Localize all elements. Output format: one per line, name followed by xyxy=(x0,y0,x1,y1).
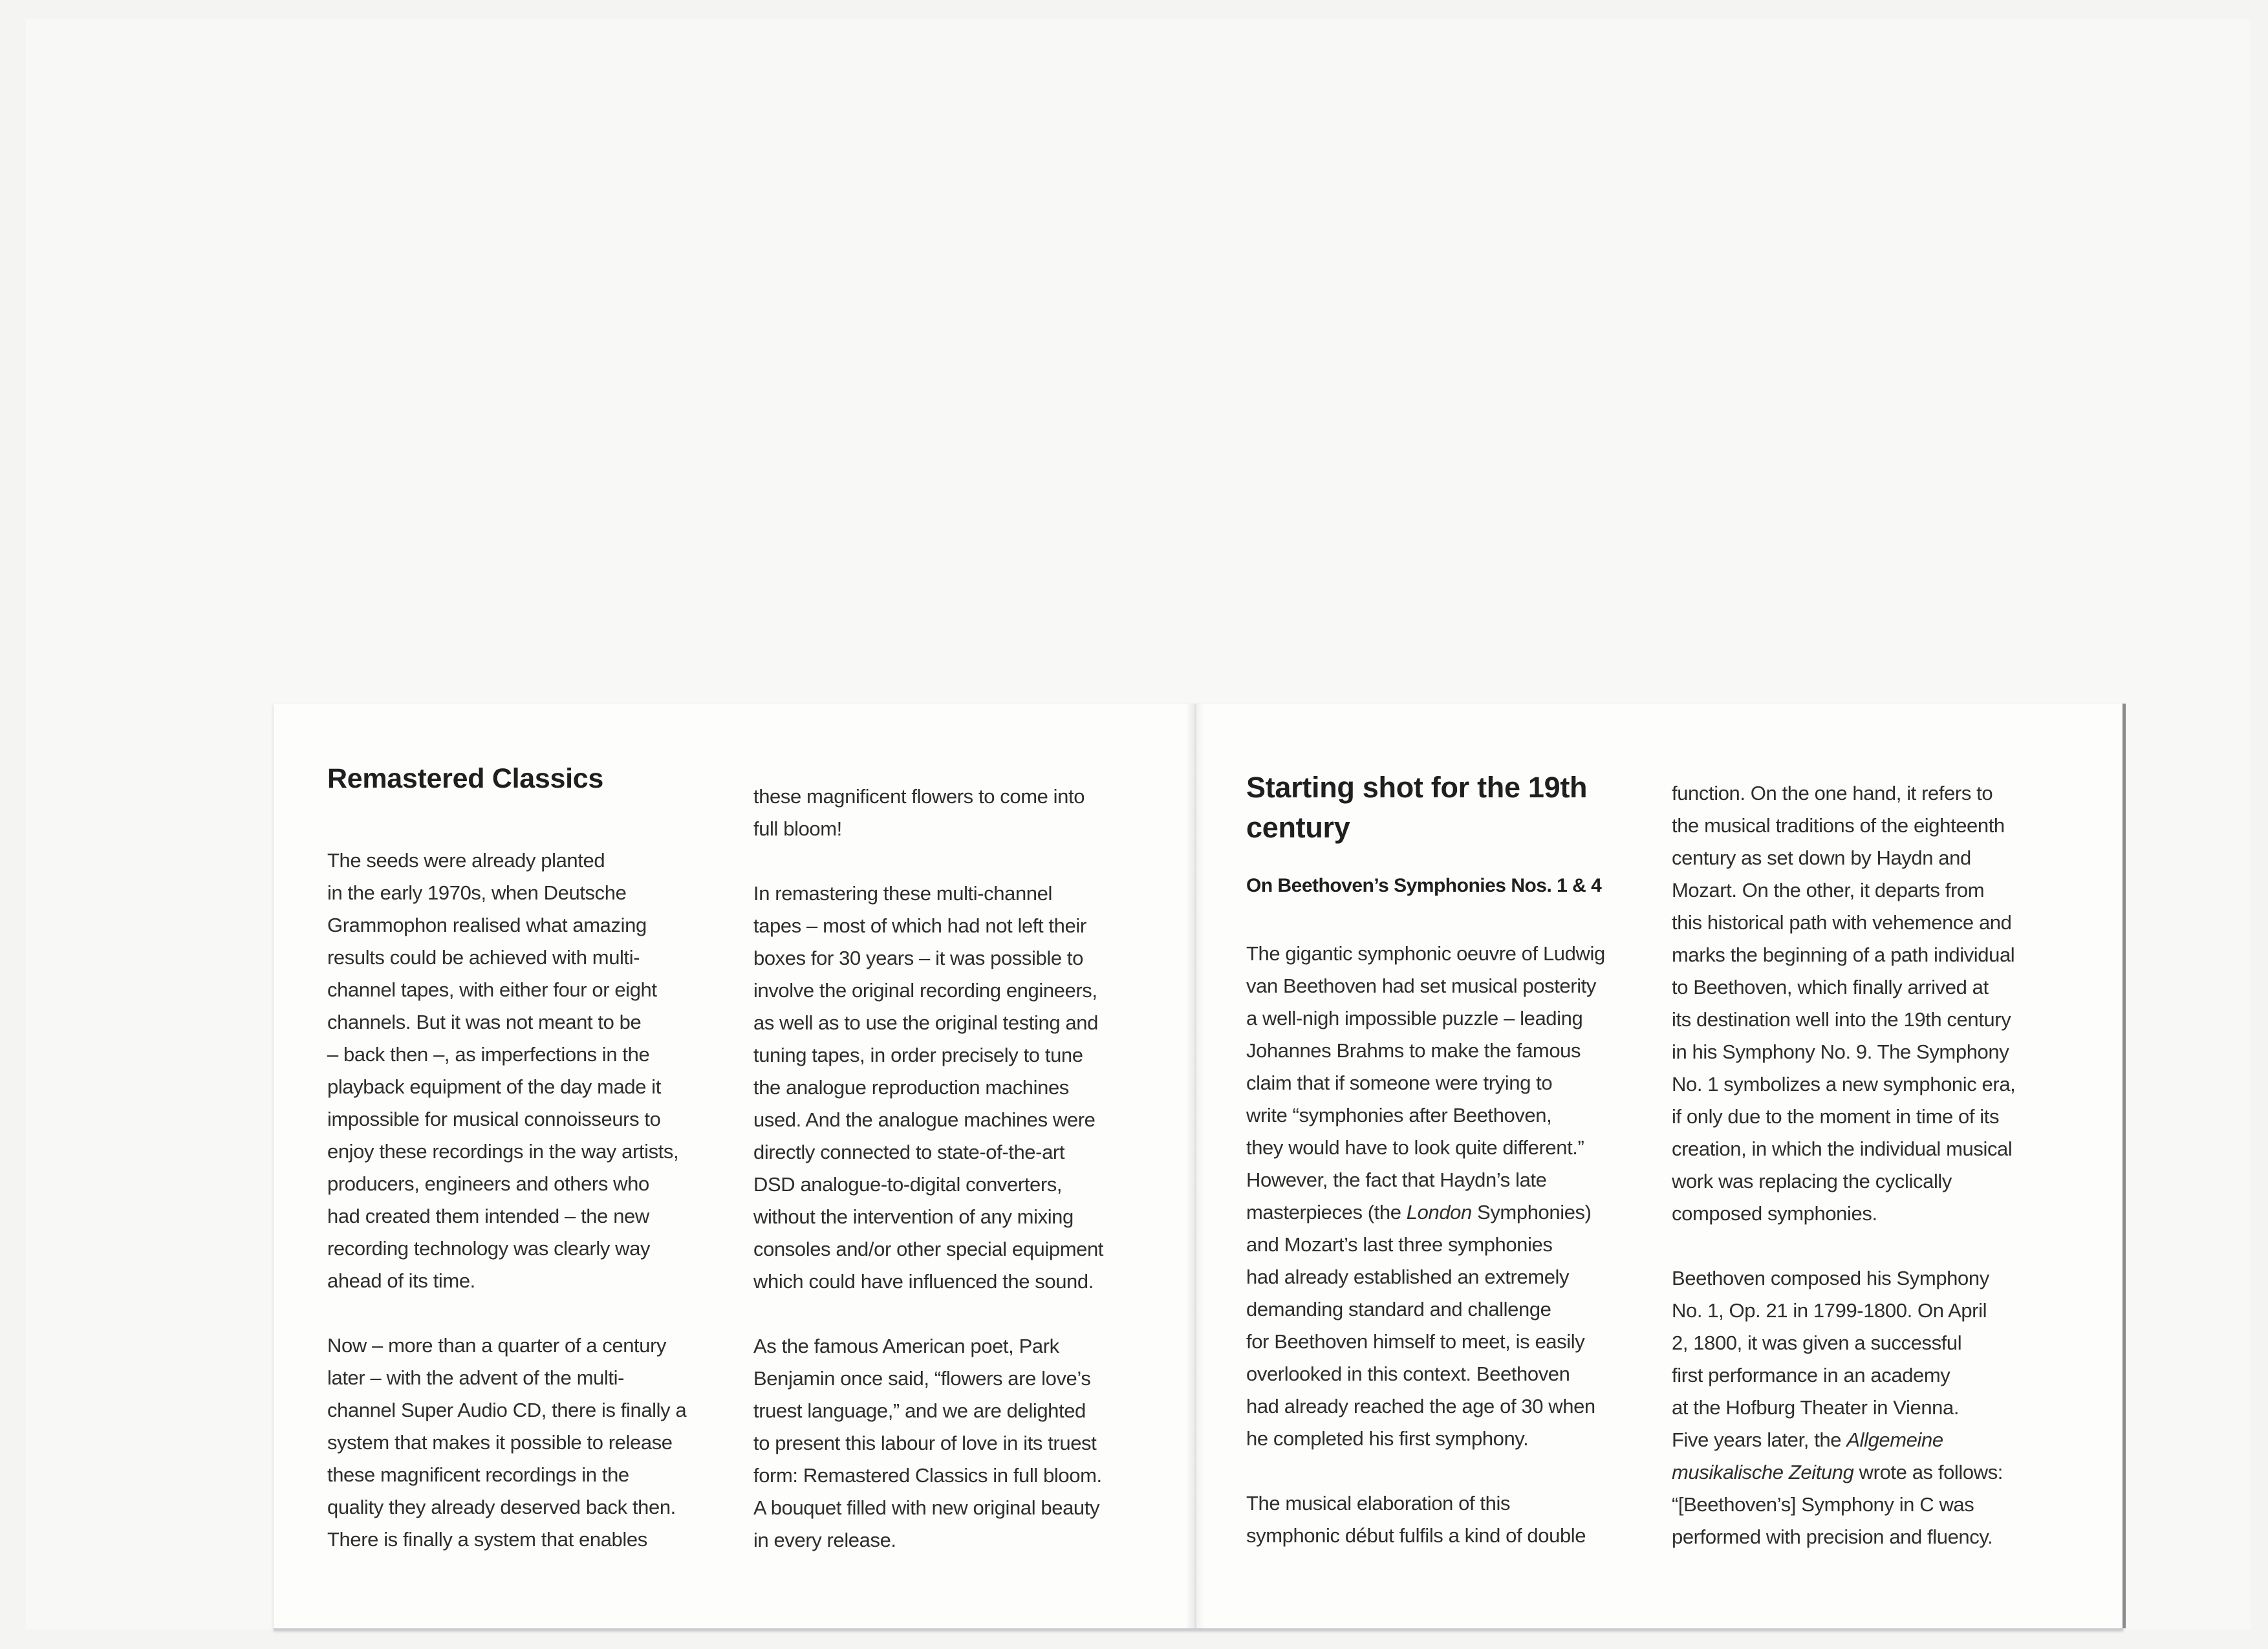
section-title-line-1: Starting shot for the 19th xyxy=(1246,771,1588,804)
text-line: tuning tapes, in order precisely to tune xyxy=(753,1044,1083,1066)
text-line: consoles and/or other special equipment xyxy=(753,1238,1104,1260)
text-line: system that makes it possible to release xyxy=(327,1431,673,1454)
text-line: these magnificent flowers to come into xyxy=(753,785,1085,808)
text-line: later – with the advent of the multi- xyxy=(327,1366,625,1389)
paragraph-gap xyxy=(753,1298,1103,1330)
text-line: channels. But it was not meant to be xyxy=(327,1011,642,1033)
text-line: recording technology was clearly way xyxy=(327,1237,651,1260)
text-line: in his Symphony No. 9. The Symphony xyxy=(1672,1040,2009,1063)
text-line: creation, in which the individual musical xyxy=(1672,1137,2013,1160)
text-line: tapes – most of which had not left their xyxy=(753,914,1086,937)
text-line: Johannes Brahms to make the famous xyxy=(1246,1039,1581,1062)
text-line xyxy=(1672,1456,2015,1489)
text-line: as well as to use the original testing and xyxy=(753,1011,1098,1034)
text-line: quality they already deserved back then. xyxy=(327,1496,676,1518)
text-line: full bloom! xyxy=(753,817,842,840)
text-line: Mozart. On the other, it departs from xyxy=(1672,879,1985,901)
text-line xyxy=(1246,1196,1605,1229)
text-line: – back then –, as imperfections in the xyxy=(327,1043,650,1066)
text-line: they would have to look quite different.” xyxy=(1246,1136,1584,1159)
italic-text: Allgemeine xyxy=(1846,1428,1943,1451)
text-line: to present this labour of love in its truest xyxy=(753,1432,1097,1454)
text-line: playback equipment of the day made it xyxy=(327,1075,661,1098)
left-page-column-2 xyxy=(753,781,1103,1557)
text-line: to Beethoven, which finally arrived at xyxy=(1672,976,1989,998)
text-line: for Beethoven himself to meet, is easily xyxy=(1246,1330,1585,1353)
paragraph-gap xyxy=(1672,1230,2015,1262)
left-page-title-block xyxy=(327,763,603,795)
text-line: performed with precision and fluency. xyxy=(1672,1525,1993,1548)
text-line: boxes for 30 years – it was possible to xyxy=(753,947,1083,969)
text-line: first performance in an academy xyxy=(1672,1364,1950,1386)
left-page-column-1 xyxy=(327,845,686,1556)
text-line: A bouquet filled with new original beauty xyxy=(753,1496,1100,1519)
text-line: composed symphonies. xyxy=(1672,1202,1877,1225)
text-line: claim that if someone were trying to xyxy=(1246,1072,1553,1094)
italic-text: musikalische Zeitung xyxy=(1672,1461,1854,1483)
text-segment: masterpieces (the xyxy=(1246,1201,1407,1223)
text-line: write “symphonies after Beethoven, xyxy=(1246,1104,1552,1126)
paragraph-gap xyxy=(753,845,1103,878)
text-line: in every release. xyxy=(753,1529,896,1551)
text-line: without the intervention of any mixing xyxy=(753,1205,1074,1228)
text-line: channel Super Audio CD, there is finally a xyxy=(327,1399,687,1421)
text-line: truest language,” and we are delighted xyxy=(753,1399,1086,1422)
text-line: No. 1, Op. 21 in 1799-1800. On April xyxy=(1672,1299,1987,1322)
italic-text: London xyxy=(1406,1201,1472,1223)
text-line: this historical path with vehemence and xyxy=(1672,911,2012,934)
text-line: work was replacing the cyclically xyxy=(1672,1170,1952,1192)
section-subtitle: On Beethoven’s Symphonies Nos. 1 & 4 xyxy=(1246,875,1602,896)
text-line: DSD analogue-to-digital converters, xyxy=(753,1173,1063,1196)
text-line: used. And the analogue machines were xyxy=(753,1108,1096,1131)
text-line: channel tapes, with either four or eight xyxy=(327,978,657,1001)
right-page-column-2 xyxy=(1672,777,2015,1553)
text-line: As the famous American poet, Park xyxy=(753,1335,1059,1357)
text-line: producers, engineers and others who xyxy=(327,1172,649,1195)
text-line: 2, 1800, it was given a successful xyxy=(1672,1331,1962,1354)
text-line: “[Beethoven’s] Symphony in C was xyxy=(1672,1493,1974,1516)
text-line: if only due to the moment in time of its xyxy=(1672,1105,2000,1128)
text-line: symphonic début fulfils a kind of double xyxy=(1246,1524,1586,1547)
text-line: Beethoven composed his Symphony xyxy=(1672,1267,1989,1289)
booklet-gutter xyxy=(1185,704,1205,1628)
text-line: enjoy these recordings in the way artists, xyxy=(327,1140,679,1163)
text-line: involve the original recording engineers, xyxy=(753,979,1097,1002)
text-line: overlooked in this context. Beethoven xyxy=(1246,1363,1570,1385)
text-line: Benjamin once said, “flowers are love’s xyxy=(753,1367,1091,1390)
booklet-edge xyxy=(2122,704,2126,1628)
text-line: The seeds were already planted xyxy=(327,849,605,872)
text-line: Now – more than a quarter of a century xyxy=(327,1334,667,1357)
section-title-remastered-classics: Remastered Classics xyxy=(327,763,603,794)
right-page-column-1 xyxy=(1246,938,1605,1552)
text-line: had already reached the age of 30 when xyxy=(1246,1395,1595,1417)
text-line: had already established an extremely xyxy=(1246,1266,1570,1288)
text-line: he completed his first symphony. xyxy=(1246,1427,1529,1450)
text-line xyxy=(1672,1424,2015,1456)
text-line: century as set down by Haydn and xyxy=(1672,846,1971,869)
text-line: impossible for musical connoisseurs to xyxy=(327,1108,661,1130)
text-line: van Beethoven had set musical posterity xyxy=(1246,975,1596,997)
text-line: The gigantic symphonic oeuvre of Ludwig xyxy=(1246,942,1605,965)
paragraph-gap xyxy=(327,1297,686,1330)
text-line: function. On the one hand, it refers to xyxy=(1672,782,1993,804)
text-line: ahead of its time. xyxy=(327,1269,475,1292)
text-segment: wrote as follows: xyxy=(1853,1461,2003,1483)
text-line: demanding standard and challenge xyxy=(1246,1298,1551,1320)
text-line: these magnificent recordings in the xyxy=(327,1463,629,1486)
right-page-title-block xyxy=(1246,768,1601,897)
text-line: had created them intended – the new xyxy=(327,1205,649,1227)
text-line: the musical traditions of the eighteenth xyxy=(1672,814,2005,837)
text-line: No. 1 symbolizes a new symphonic era, xyxy=(1672,1073,2016,1095)
text-line: the analogue reproduction machines xyxy=(753,1076,1069,1099)
text-line: and Mozart’s last three symphonies xyxy=(1246,1233,1553,1256)
text-line: which could have influenced the sound. xyxy=(753,1270,1094,1293)
text-line: In remastering these multi-channel xyxy=(753,882,1052,905)
text-segment: Five years later, the xyxy=(1672,1428,1847,1451)
text-segment: Symphonies) xyxy=(1471,1201,1592,1223)
text-line: However, the fact that Haydn’s late xyxy=(1246,1169,1547,1191)
text-line: at the Hofburg Theater in Vienna. xyxy=(1672,1396,1960,1419)
text-line: results could be achieved with multi- xyxy=(327,946,640,969)
text-line: directly connected to state-of-the-art xyxy=(753,1141,1065,1163)
text-line: The musical elaboration of this xyxy=(1246,1492,1511,1514)
text-line: in the early 1970s, when Deutsche xyxy=(327,881,627,904)
text-line: Grammophon realised what amazing xyxy=(327,914,647,936)
text-line: There is finally a system that enables xyxy=(327,1528,647,1551)
text-line: its destination well into the 19th century xyxy=(1672,1008,2011,1031)
text-line: marks the beginning of a path individual xyxy=(1672,943,2015,966)
text-line: a well-nigh impossible puzzle – leading xyxy=(1246,1007,1583,1029)
paragraph-gap xyxy=(1246,1455,1605,1487)
section-title-line-2: century xyxy=(1246,811,1350,844)
text-line: form: Remastered Classics in full bloom. xyxy=(753,1464,1102,1487)
